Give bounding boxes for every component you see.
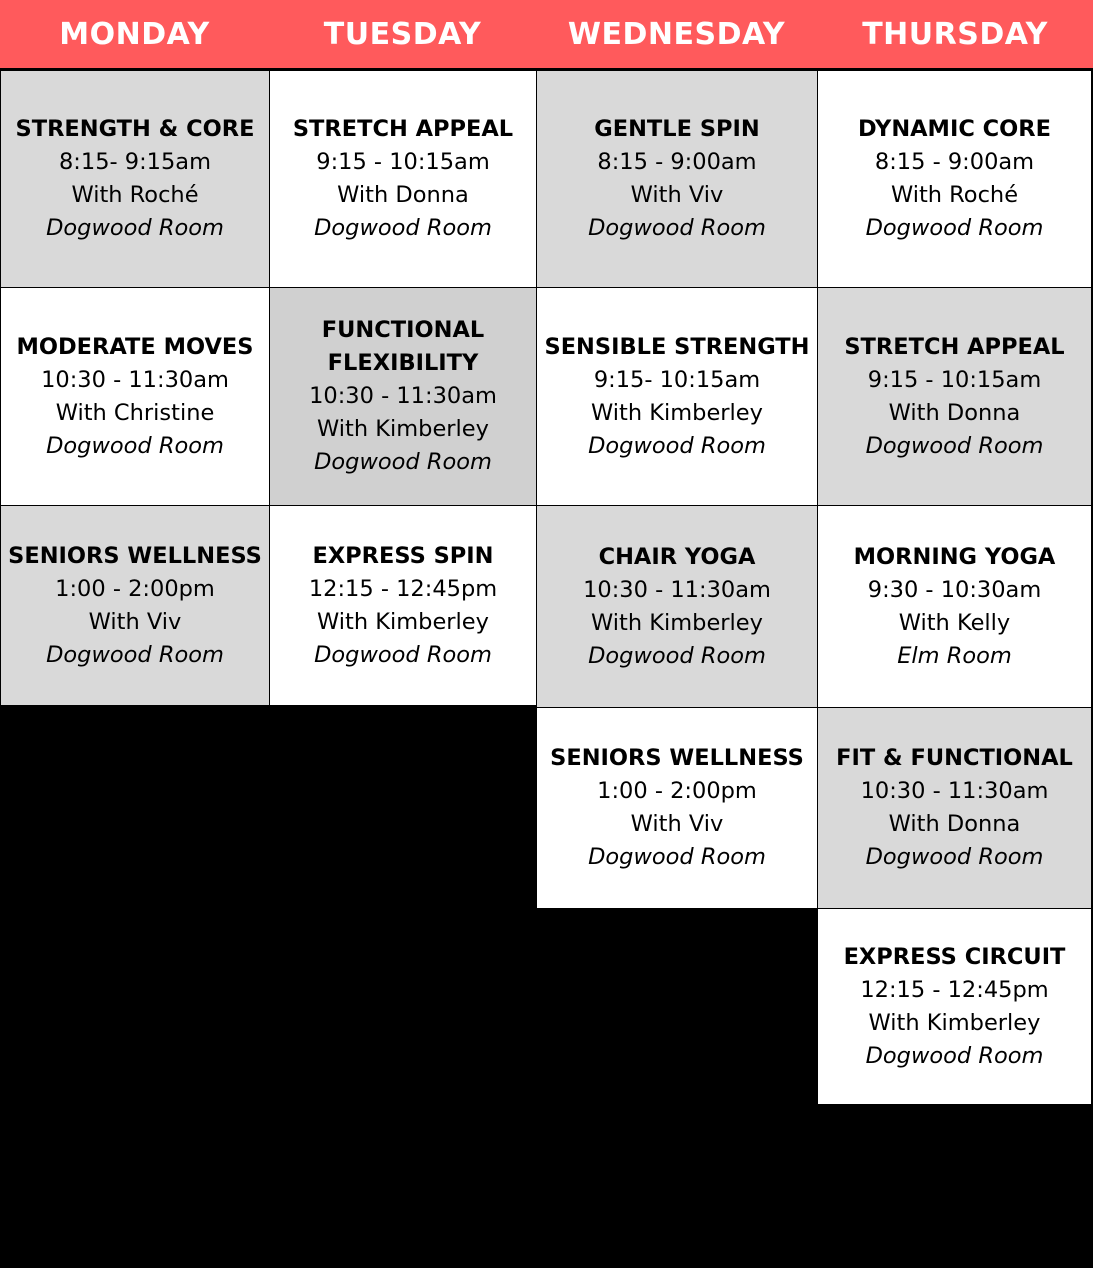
class-room: Dogwood Room xyxy=(865,1042,1044,1069)
class-room: Dogwood Room xyxy=(865,432,1044,459)
class-room: Dogwood Room xyxy=(588,432,766,459)
class-instructor: With Kimberley xyxy=(868,1009,1041,1036)
class-time: 10:30 - 11:30am xyxy=(860,778,1049,804)
class-card-monday-2 xyxy=(0,287,270,506)
class-card-tuesday-2 xyxy=(269,287,537,506)
class-name: GENTLE SPIN xyxy=(594,116,760,142)
class-instructor: With Kimberley xyxy=(317,416,489,442)
schedule-header xyxy=(0,0,1093,70)
class-instructor: With Kimberley xyxy=(591,399,763,426)
class-name: EXPRESS CIRCUIT xyxy=(843,943,1066,970)
class-card-tuesday-3 xyxy=(269,505,537,706)
class-time: 1:00 - 2:00pm xyxy=(55,575,215,602)
class-time: 12:15 - 12:45pm xyxy=(860,976,1049,1003)
class-name-line-1: FUNCTIONAL xyxy=(321,317,485,343)
class-name: FIT & FUNCTIONAL xyxy=(836,745,1073,771)
class-time: 9:15- 10:15am xyxy=(593,366,761,393)
class-name: STRETCH APPEAL xyxy=(844,333,1065,360)
class-card-monday-3 xyxy=(0,505,270,706)
class-instructor: With Donna xyxy=(888,811,1021,837)
class-instructor: With Roché xyxy=(71,182,199,208)
class-time: 12:15 - 12:45pm xyxy=(308,575,498,602)
class-card-tuesday-1 xyxy=(269,70,537,288)
class-time: 8:15 - 9:00am xyxy=(874,149,1035,175)
class-time: 9:15 - 10:15am xyxy=(867,366,1042,393)
class-room: Dogwood Room xyxy=(588,642,766,669)
class-card-wednesday-2 xyxy=(536,287,818,506)
class-instructor: With Christine xyxy=(55,399,215,426)
class-room: Dogwood Room xyxy=(588,844,766,870)
day-header-tuesday: TUESDAY xyxy=(323,17,482,52)
class-time: 10:30 - 11:30am xyxy=(309,383,497,409)
day-header-monday: MONDAY xyxy=(59,17,210,52)
class-instructor: With Viv xyxy=(630,811,724,837)
class-name: STRETCH APPEAL xyxy=(292,116,514,142)
day-header-wednesday: WEDNESDAY xyxy=(567,17,786,52)
class-time: 8:15 - 9:00am xyxy=(597,149,757,175)
class-name-line-2: FLEXIBILITY xyxy=(327,350,479,376)
class-name: STRENGTH & CORE xyxy=(15,116,255,142)
class-room: Dogwood Room xyxy=(865,844,1044,870)
class-name: CHAIR YOGA xyxy=(598,543,756,570)
class-time: 8:15- 9:15am xyxy=(58,149,212,175)
class-instructor: With Donna xyxy=(888,399,1021,426)
class-instructor: With Viv xyxy=(630,182,724,208)
class-time: 9:30 - 10:30am xyxy=(867,576,1042,603)
class-name: EXPRESS SPIN xyxy=(312,542,494,569)
class-name: MORNING YOGA xyxy=(853,543,1056,570)
class-instructor: With Kimberley xyxy=(317,608,489,635)
class-name: SENIORS WELLNESS xyxy=(550,745,804,771)
class-time: 10:30 - 11:30am xyxy=(41,366,229,393)
class-room: Dogwood Room xyxy=(314,449,492,475)
class-room: Dogwood Room xyxy=(588,215,766,241)
class-card-thursday-3 xyxy=(817,505,1092,708)
class-card-thursday-2 xyxy=(817,287,1092,506)
class-card-thursday-1 xyxy=(817,70,1092,288)
day-header-thursday: THURSDAY xyxy=(862,17,1048,52)
class-card-thursday-4 xyxy=(817,707,1092,909)
class-card-wednesday-4 xyxy=(536,707,818,909)
class-room: Dogwood Room xyxy=(314,641,492,668)
class-time: 10:30 - 11:30am xyxy=(583,576,771,603)
class-card-monday-1 xyxy=(0,70,270,288)
class-card-wednesday-1 xyxy=(536,70,818,288)
class-time: 9:15 - 10:15am xyxy=(316,149,490,175)
class-room: Dogwood Room xyxy=(46,215,224,241)
class-room: Dogwood Room xyxy=(314,215,492,241)
class-name: SENIORS WELLNESS xyxy=(8,542,262,569)
class-card-wednesday-3 xyxy=(536,505,818,708)
class-name: DYNAMIC CORE xyxy=(857,116,1052,142)
class-room: Dogwood Room xyxy=(46,641,224,668)
class-room: Dogwood Room xyxy=(46,432,224,459)
class-instructor: With Viv xyxy=(88,608,182,635)
class-room: Elm Room xyxy=(897,642,1012,669)
class-instructor: With Kelly xyxy=(898,609,1011,636)
class-name: MODERATE MOVES xyxy=(16,333,254,360)
class-card-thursday-5 xyxy=(817,908,1092,1105)
class-instructor: With Donna xyxy=(337,182,469,208)
class-time: 1:00 - 2:00pm xyxy=(597,778,757,804)
class-instructor: With Kimberley xyxy=(591,609,763,636)
class-instructor: With Roché xyxy=(890,182,1019,208)
class-name: SENSIBLE STRENGTH xyxy=(544,333,810,360)
class-room: Dogwood Room xyxy=(865,215,1044,241)
